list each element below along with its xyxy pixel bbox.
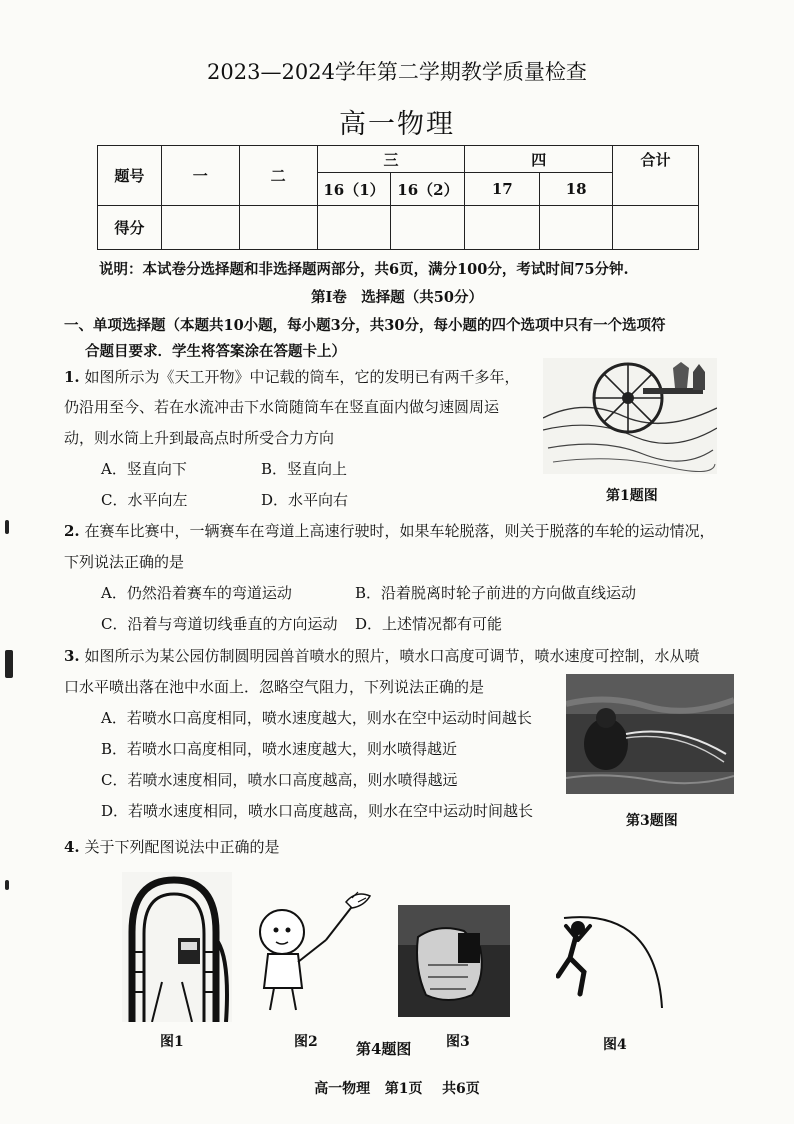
scan-mark [5,520,9,534]
question-3-option-c: C．若喷水速度相同，喷水口高度越高，则水喷得越远 [101,771,458,789]
question-2-option-a: A．仍然沿着赛车的弯道运动 [101,584,292,602]
question-3-line1: 3. 如图所示为某公园仿制圆明园兽首喷水的照片，喷水口高度可调节，喷水速度可控制，水从喷 [64,647,700,665]
question-3-option-b: B．若喷水口高度相同，喷水速度越大，则水喷得越近 [101,740,458,758]
figure-1-caption: 第1题图 [606,488,658,504]
page-footer [0,1078,794,1098]
footer-subject: 高一物理 [314,1081,371,1097]
question-number: 2. [64,522,80,540]
row-label-score: 得分 [98,206,162,250]
sub-header-16-2: 16（2） [391,173,465,206]
question-1-line1: 1. 如图所示为《天工开物》中记载的筒车，它的发明已有两千多年， [64,368,520,386]
figure-4-label-1: 图1 [160,1034,184,1050]
waterwheel-figure [543,358,717,474]
question-2-option-d: D．上述情况都有可能 [355,615,503,633]
question-1-option-a: A．竖直向下 [101,460,187,478]
scan-mark [5,650,13,678]
cartoon-figure [254,888,386,1023]
row-label-number: 题号 [98,146,162,206]
question-1-option-b: B．竖直向上 [261,460,348,478]
col-header-2: 二 [239,146,317,206]
section-title: 第I卷 选择题（共50分） [311,289,483,306]
score-cell [239,206,317,250]
question-4-line1: 4. 关于下列配图说法中正确的是 [64,838,280,856]
pole-vault-figure [556,908,670,1018]
fountain-photo-figure [566,674,734,794]
question-1-line3: 动，则水筒上升到最高点时所受合力方向 [64,429,335,447]
question-3-option-d: D．若喷水速度相同，喷水口高度越高，则水在空中运动时间越长 [101,802,534,820]
col-header-total: 合计 [613,146,699,206]
question-number: 3. [64,647,80,665]
score-cell [317,206,391,250]
sub-header-17: 17 [465,173,540,206]
exam-note: 说明：本试卷分选择题和非选择题两部分，共6页，满分100分，考试时间75分钟. [99,261,629,278]
roller-coaster-figure [122,872,232,1022]
question-3-option-a: A．若喷水口高度相同，喷水速度越大，则水在空中运动时间越长 [101,709,532,727]
score-cell [465,206,540,250]
col-header-1: 一 [161,146,239,206]
col-header-3: 三 [317,146,465,173]
figure-4-label-2: 图2 [294,1034,318,1050]
question-1-option-c: C．水平向左 [101,491,188,509]
score-table [97,145,699,250]
part-one-line1: 一、单项选择题（本题共10小题，每小题3分，共30分，每小题的四个选项中只有一个选项符 [64,317,666,334]
question-2-line2: 下列说法正确的是 [64,553,185,571]
col-header-4: 四 [465,146,613,173]
sub-header-16-1: 16（1） [317,173,391,206]
figure-4-caption: 第4题图 [356,1040,412,1058]
part-one-line2: 合题目要求．学生将答案涂在答题卡上） [85,343,346,360]
score-cell [613,206,699,250]
sub-header-18: 18 [540,173,613,206]
subject-title: 高一物理 [339,109,455,140]
scan-mark [5,880,9,890]
question-number: 4. [64,838,80,856]
figure-4-label-3: 图3 [446,1034,470,1050]
question-3-line2: 口水平喷出落在池中水面上．忽略空气阻力，下列说法正确的是 [64,678,485,696]
question-number: 1. [64,368,80,386]
grip-photo-figure [398,905,510,1017]
footer-total: 共6页 [442,1081,480,1097]
score-cell [161,206,239,250]
figure-3-caption: 第3题图 [626,813,678,829]
question-1-line2: 仍沿用至今、若在水流冲击下水筒随筒车在竖直面内做匀速圆周运 [64,398,500,416]
question-2-line1: 2. 在赛车比赛中，一辆赛车在弯道上高速行驶时，如果车轮脱落，则关于脱落的车轮的运动情况， [64,522,715,540]
figure-4-label-4: 图4 [603,1037,627,1053]
footer-page: 第1页 [384,1081,423,1097]
score-cell [540,206,613,250]
score-cell [391,206,465,250]
exam-title: 2023—2024学年第二学期教学质量检查 [207,60,587,84]
question-2-option-c: C．沿着与弯道切线垂直的方向运动 [101,615,338,633]
question-2-option-b: B．沿着脱离时轮子前进的方向做直线运动 [355,584,637,602]
question-1-option-d: D．水平向右 [261,491,349,509]
